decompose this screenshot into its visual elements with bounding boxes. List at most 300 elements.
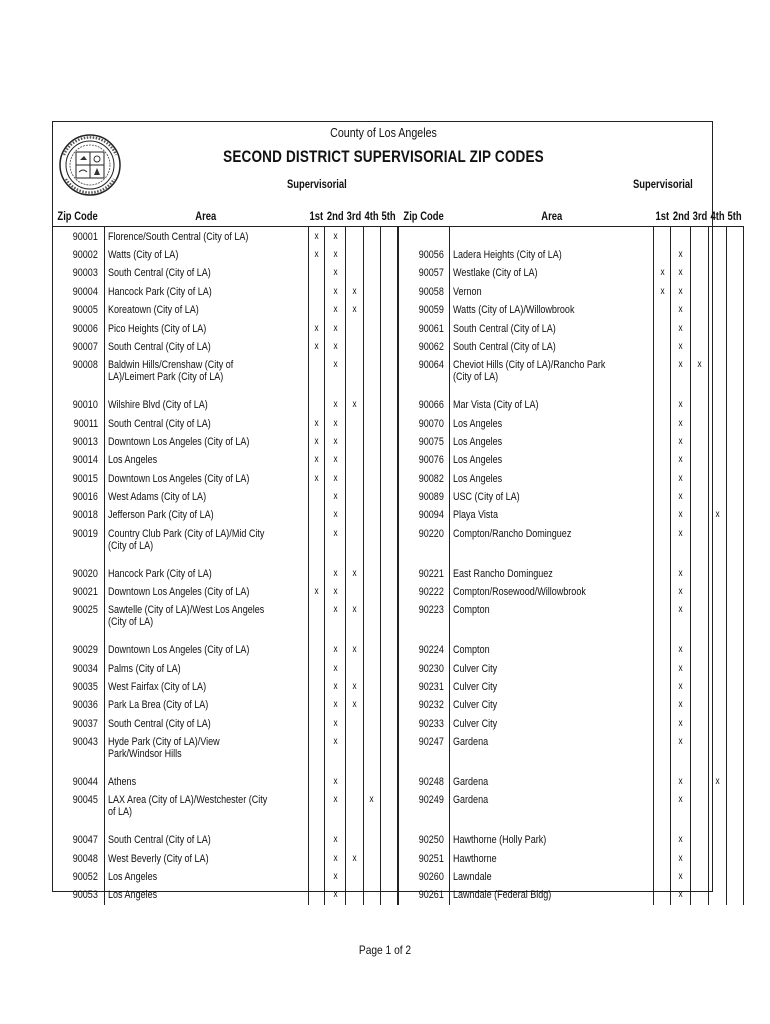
zip-code-cell: 90015 (53, 469, 104, 487)
district-mark-cell (726, 356, 743, 396)
table-row (53, 641, 743, 659)
district-mark-cell (709, 301, 726, 319)
area-cell: Compton/Rosewood/Willowbrook (450, 583, 654, 601)
area-cell: West Fairfax (City of LA) (104, 678, 308, 696)
area-cell: Hancock Park (City of LA) (104, 283, 308, 301)
zip-code-cell: 90003 (53, 264, 104, 282)
district-mark-cell (726, 659, 743, 677)
district-mark-cell (654, 227, 671, 246)
district-mark-cell (726, 525, 743, 565)
district-mark-cell: x (671, 469, 691, 487)
district-mark-cell (308, 488, 325, 506)
district-mark-cell: x (671, 264, 691, 282)
district-mark-cell (654, 525, 671, 565)
area-cell: Culver City (450, 659, 654, 677)
table-row (53, 715, 743, 733)
district-mark-cell (709, 601, 726, 641)
district-mark-cell (709, 246, 726, 264)
zip-code-cell: 90089 (399, 488, 450, 506)
district-mark-cell (363, 601, 380, 641)
district-mark-cell (691, 849, 709, 867)
zip-code-header-left: Zip Code (53, 208, 104, 227)
district-mark-cell: x (308, 227, 325, 246)
zip-code-cell: 90005 (53, 301, 104, 319)
zip-code-cell: 90057 (399, 264, 450, 282)
district-mark-cell: x (325, 678, 345, 696)
area-cell: Los Angeles (450, 433, 654, 451)
zip-code-cell: 90010 (53, 396, 104, 414)
district-mark-cell (709, 715, 726, 733)
district-mark-cell (691, 488, 709, 506)
district-mark-cell (345, 773, 363, 791)
district-mark-cell (308, 525, 325, 565)
table-row (53, 227, 743, 246)
area-cell: Wilshire Blvd (City of LA) (104, 396, 308, 414)
district-mark-cell (654, 356, 671, 396)
zip-code-cell: 90007 (53, 338, 104, 356)
district-mark-cell: x (325, 319, 345, 337)
area-cell: Pico Heights (City of LA) (104, 319, 308, 337)
district-mark-cell (726, 696, 743, 714)
district-mark-cell (363, 773, 380, 791)
district-mark-cell: x (325, 246, 345, 264)
district-mark-cell (363, 733, 380, 773)
table-body (53, 227, 743, 905)
district-mark-cell: x (325, 733, 345, 773)
zip-code-cell: 90001 (53, 227, 104, 246)
district-mark-cell (345, 506, 363, 524)
district-mark-cell (345, 319, 363, 337)
district-mark-cell (709, 583, 726, 601)
district-mark-cell (709, 227, 726, 246)
district-mark-cell: x (671, 583, 691, 601)
zip-code-cell: 90019 (53, 525, 104, 565)
district-mark-cell: x (709, 773, 726, 791)
district-mark-cell: x (671, 338, 691, 356)
zip-code-cell: 90044 (53, 773, 104, 791)
zip-code-cell: 90035 (53, 678, 104, 696)
district-mark-cell (654, 319, 671, 337)
district-mark-cell: x (325, 283, 345, 301)
district-mark-cell: x (308, 469, 325, 487)
district-3-header-right: 3rd (691, 208, 709, 227)
district-mark-cell (380, 715, 397, 733)
district-mark-cell (654, 849, 671, 867)
district-mark-cell (654, 414, 671, 432)
district-mark-cell: x (345, 396, 363, 414)
district-mark-cell: x (325, 396, 345, 414)
district-mark-cell: x (345, 641, 363, 659)
district-mark-cell (380, 414, 397, 432)
table-row (53, 396, 743, 414)
area-cell: South Central (City of LA) (104, 715, 308, 733)
zip-code-cell: 90249 (399, 791, 450, 831)
district-4-header-right: 4th (709, 208, 726, 227)
district-mark-cell: x (325, 715, 345, 733)
district-mark-cell (691, 227, 709, 246)
district-mark-cell: x (671, 246, 691, 264)
district-mark-cell: x (325, 773, 345, 791)
district-mark-cell (691, 301, 709, 319)
district-mark-cell (308, 396, 325, 414)
district-mark-cell: x (325, 868, 345, 886)
zip-code-cell: 90076 (399, 451, 450, 469)
table-row (53, 601, 743, 641)
district-mark-cell (709, 451, 726, 469)
district-mark-cell: x (325, 414, 345, 432)
district-mark-cell (726, 246, 743, 264)
district-mark-cell (380, 338, 397, 356)
district-mark-cell: x (671, 678, 691, 696)
district-mark-cell (345, 525, 363, 565)
zip-code-cell: 90048 (53, 849, 104, 867)
district-mark-cell (308, 601, 325, 641)
table-row (53, 696, 743, 714)
zip-code-cell: 90011 (53, 414, 104, 432)
district-mark-cell: x (671, 414, 691, 432)
table-row (53, 659, 743, 677)
district-mark-cell (726, 451, 743, 469)
district-mark-cell: x (325, 488, 345, 506)
area-cell: Cheviot Hills (City of LA)/Rancho Park (City of LA) (450, 356, 654, 396)
table-row (53, 338, 743, 356)
district-mark-cell (654, 641, 671, 659)
district-mark-cell: x (345, 849, 363, 867)
district-5-header-right: 5th (726, 208, 743, 227)
district-mark-cell: x (671, 696, 691, 714)
district-mark-cell: x (345, 601, 363, 641)
district-mark-cell: x (654, 283, 671, 301)
district-mark-cell: x (671, 301, 691, 319)
district-mark-cell (654, 506, 671, 524)
table-row (53, 283, 743, 301)
district-mark-cell (726, 488, 743, 506)
district-mark-cell: x (671, 715, 691, 733)
zip-code-cell: 90075 (399, 433, 450, 451)
district-mark-cell (380, 227, 397, 246)
district-mark-cell (308, 678, 325, 696)
table-row (53, 583, 743, 601)
area-cell: Florence/South Central (City of LA) (104, 227, 308, 246)
district-mark-cell (654, 831, 671, 849)
district-mark-cell (709, 564, 726, 582)
district-mark-cell: x (671, 773, 691, 791)
district-mark-cell (691, 396, 709, 414)
district-mark-cell (363, 488, 380, 506)
table-row (53, 868, 743, 886)
area-cell: South Central (City of LA) (104, 414, 308, 432)
district-mark-cell (363, 246, 380, 264)
area-cell: West Beverly (City of LA) (104, 849, 308, 867)
district-mark-cell (654, 246, 671, 264)
district-mark-cell (726, 773, 743, 791)
district-mark-cell (308, 641, 325, 659)
district-mark-cell (709, 525, 726, 565)
district-mark-cell (654, 659, 671, 677)
district-mark-cell (726, 583, 743, 601)
district-mark-cell: x (345, 283, 363, 301)
district-mark-cell: x (671, 659, 691, 677)
district-mark-cell (654, 488, 671, 506)
district-mark-cell: x (325, 433, 345, 451)
district-mark-cell: x (671, 733, 691, 773)
district-mark-cell: x (325, 886, 345, 904)
district-mark-cell (380, 469, 397, 487)
district-mark-cell (654, 733, 671, 773)
district-mark-cell (709, 791, 726, 831)
district-mark-cell (363, 338, 380, 356)
district-mark-cell (345, 715, 363, 733)
district-mark-cell (726, 849, 743, 867)
table-row (53, 319, 743, 337)
area-cell: East Rancho Dominguez (450, 564, 654, 582)
zip-code-cell: 90036 (53, 696, 104, 714)
district-mark-cell (709, 696, 726, 714)
area-cell: Gardena (450, 773, 654, 791)
district-mark-cell (363, 301, 380, 319)
district-mark-cell: x (345, 301, 363, 319)
district-mark-cell (380, 678, 397, 696)
district-mark-cell: x (671, 488, 691, 506)
district-mark-cell: x (325, 641, 345, 659)
table-row (53, 525, 743, 565)
zip-code-cell: 90062 (399, 338, 450, 356)
area-cell: Playa Vista (450, 506, 654, 524)
district-mark-cell: x (671, 319, 691, 337)
district-mark-cell (345, 791, 363, 831)
zip-code-cell: 90006 (53, 319, 104, 337)
district-mark-cell (308, 264, 325, 282)
district-mark-cell (380, 301, 397, 319)
district-mark-cell (691, 696, 709, 714)
district-mark-cell (380, 564, 397, 582)
district-mark-cell (345, 659, 363, 677)
district-mark-cell (671, 227, 691, 246)
table-row (53, 849, 743, 867)
district-mark-cell (308, 733, 325, 773)
district-mark-cell (363, 886, 380, 904)
area-cell: Hyde Park (City of LA)/View Park/Windsor Hills (104, 733, 308, 773)
district-mark-cell (380, 641, 397, 659)
district-mark-cell (709, 488, 726, 506)
district-mark-cell (363, 564, 380, 582)
district-mark-cell (726, 886, 743, 904)
table-row (53, 733, 743, 773)
district-mark-cell: x (654, 264, 671, 282)
zip-code-cell: 90059 (399, 301, 450, 319)
supervisorial-label-right: Supervisorial (633, 179, 693, 191)
district-mark-cell (654, 583, 671, 601)
zip-code-cell: 90043 (53, 733, 104, 773)
table-row (53, 246, 743, 264)
area-cell: Lawndale (Federal Bldg) (450, 886, 654, 904)
district-2-header-left: 2nd (325, 208, 345, 227)
area-cell: Lawndale (450, 868, 654, 886)
area-cell: Ladera Heights (City of LA) (450, 246, 654, 264)
district-mark-cell (691, 886, 709, 904)
area-cell: Watts (City of LA) (104, 246, 308, 264)
district-mark-cell (380, 773, 397, 791)
zip-code-cell: 90230 (399, 659, 450, 677)
district-mark-cell (308, 868, 325, 886)
district-mark-cell (726, 301, 743, 319)
district-mark-cell: x (671, 564, 691, 582)
district-mark-cell (380, 696, 397, 714)
district-mark-cell (726, 338, 743, 356)
district-mark-cell (380, 583, 397, 601)
district-1-header-right: 1st (654, 208, 671, 227)
district-mark-cell (709, 264, 726, 282)
district-mark-cell (726, 283, 743, 301)
zip-code-cell: 90260 (399, 868, 450, 886)
table-row (53, 414, 743, 432)
district-mark-cell: x (325, 451, 345, 469)
area-cell: Hawthorne (Holly Park) (450, 831, 654, 849)
district-mark-cell: x (671, 831, 691, 849)
district-mark-cell (654, 886, 671, 904)
county-title: County of Los Angeles (330, 125, 437, 140)
district-mark-cell (308, 506, 325, 524)
district-mark-cell (691, 773, 709, 791)
district-mark-cell (691, 506, 709, 524)
zip-code-cell: 90020 (53, 564, 104, 582)
district-mark-cell: x (325, 356, 345, 396)
district-mark-cell: x (308, 583, 325, 601)
district-mark-cell (363, 283, 380, 301)
area-cell: Palms (City of LA) (104, 659, 308, 677)
district-mark-cell (363, 319, 380, 337)
area-cell: South Central (City of LA) (104, 338, 308, 356)
area-cell: West Adams (City of LA) (104, 488, 308, 506)
district-mark-cell (726, 601, 743, 641)
district-mark-cell (726, 506, 743, 524)
district-mark-cell (345, 488, 363, 506)
area-cell: South Central (City of LA) (450, 338, 654, 356)
district-mark-cell (380, 868, 397, 886)
district-mark-cell (345, 338, 363, 356)
district-mark-cell (691, 451, 709, 469)
district-mark-cell (654, 773, 671, 791)
zip-code-cell: 90251 (399, 849, 450, 867)
district-mark-cell (308, 715, 325, 733)
area-cell: Athens (104, 773, 308, 791)
district-mark-cell (726, 641, 743, 659)
area-cell: Culver City (450, 696, 654, 714)
table-row (53, 506, 743, 524)
district-mark-cell: x (325, 301, 345, 319)
district-mark-cell (709, 886, 726, 904)
district-mark-cell (308, 886, 325, 904)
zip-code-cell: 90233 (399, 715, 450, 733)
district-mark-cell (709, 319, 726, 337)
district-mark-cell (363, 678, 380, 696)
district-mark-cell (654, 696, 671, 714)
district-3-header-left: 3rd (345, 208, 363, 227)
zip-code-cell: 90056 (399, 246, 450, 264)
area-cell: Park La Brea (City of LA) (104, 696, 308, 714)
zip-code-cell: 90029 (53, 641, 104, 659)
district-mark-cell (363, 433, 380, 451)
district-mark-cell: x (671, 525, 691, 565)
district-mark-cell (654, 338, 671, 356)
district-mark-cell (380, 791, 397, 831)
district-mark-cell (345, 264, 363, 282)
zip-code-header-right: Zip Code (399, 208, 450, 227)
district-mark-cell (709, 469, 726, 487)
district-mark-cell (363, 414, 380, 432)
district-mark-cell (654, 868, 671, 886)
district-mark-cell (726, 715, 743, 733)
table-row (53, 791, 743, 831)
district-mark-cell (363, 849, 380, 867)
area-cell: Los Angeles (104, 886, 308, 904)
table-row (53, 264, 743, 282)
district-mark-cell: x (671, 451, 691, 469)
district-mark-cell: x (671, 886, 691, 904)
zip-code-cell: 90021 (53, 583, 104, 601)
page-title: SECOND DISTRICT SUPERVISORIAL ZIP CODES (223, 148, 544, 166)
district-mark-cell (363, 641, 380, 659)
area-cell: Watts (City of LA)/Willowbrook (450, 301, 654, 319)
district-mark-cell (380, 488, 397, 506)
district-mark-cell: x (325, 831, 345, 849)
district-mark-cell (726, 868, 743, 886)
zip-code-cell (399, 227, 450, 246)
area-cell: Downtown Los Angeles (City of LA) (104, 469, 308, 487)
district-mark-cell: x (345, 564, 363, 582)
area-cell: South Central (City of LA) (450, 319, 654, 337)
district-mark-cell (380, 886, 397, 904)
zip-code-cell: 90222 (399, 583, 450, 601)
zip-code-cell: 90016 (53, 488, 104, 506)
district-mark-cell (691, 601, 709, 641)
table-row (53, 488, 743, 506)
zip-code-cell: 90025 (53, 601, 104, 641)
district-mark-cell (308, 283, 325, 301)
district-mark-cell (345, 433, 363, 451)
district-mark-cell (363, 264, 380, 282)
supervisorial-label-left: Supervisorial (287, 179, 347, 191)
district-mark-cell (363, 715, 380, 733)
district-mark-cell (691, 264, 709, 282)
district-mark-cell: x (671, 356, 691, 396)
district-mark-cell (308, 773, 325, 791)
zip-code-cell: 90037 (53, 715, 104, 733)
zip-code-cell: 90070 (399, 414, 450, 432)
district-mark-cell (726, 433, 743, 451)
district-mark-cell (691, 733, 709, 773)
district-mark-cell (726, 733, 743, 773)
district-mark-cell (380, 601, 397, 641)
district-mark-cell: x (325, 696, 345, 714)
zip-code-cell: 90066 (399, 396, 450, 414)
district-mark-cell (726, 414, 743, 432)
area-cell: Los Angeles (104, 868, 308, 886)
district-mark-cell: x (325, 659, 345, 677)
district-mark-cell: x (691, 356, 709, 396)
district-mark-cell (308, 301, 325, 319)
zip-code-cell: 90261 (399, 886, 450, 904)
district-mark-cell: x (325, 849, 345, 867)
district-mark-cell (363, 451, 380, 469)
district-mark-cell (709, 414, 726, 432)
area-cell: USC (City of LA) (450, 488, 654, 506)
district-mark-cell (709, 659, 726, 677)
district-mark-cell: x (671, 601, 691, 641)
district-mark-cell (380, 831, 397, 849)
area-cell: Gardena (450, 791, 654, 831)
district-mark-cell (654, 301, 671, 319)
